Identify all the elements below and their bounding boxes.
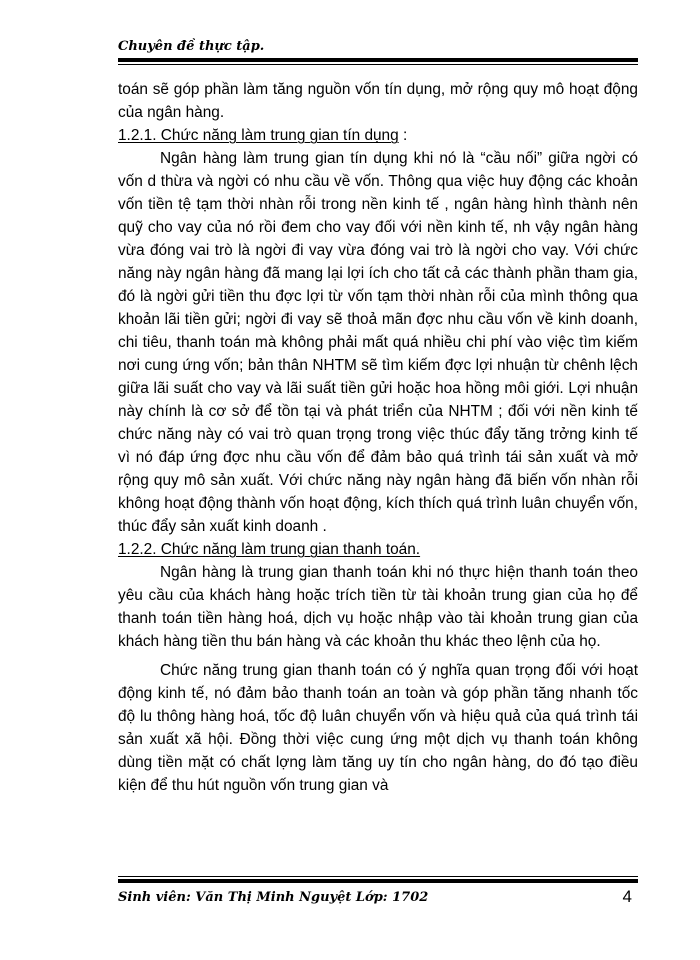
header-title: Chuyên đề thực tập. — [118, 39, 265, 54]
paragraph-intro: toán sẽ góp phần làm tăng nguồn vốn tín dụng, mở rộng quy mô hoạt động của ngân hàng. — [118, 81, 638, 121]
page-footer — [118, 876, 638, 916]
header-divider — [118, 58, 638, 62]
header-divider-thin — [118, 64, 638, 65]
footer-divider-thin — [118, 876, 638, 877]
footer-divider — [118, 879, 638, 883]
page-number: 4 — [622, 887, 632, 906]
paragraph-payment-intermediary-2: Chức năng trung gian thanh toán có ý nghĩa quan trọng đối với hoạt động kinh tế, nó đảm bảo thanh toán an toàn và góp phần tăng nhanh tốc độ lu thông hàng hoá, tốc độ luân chuyển vốn và hiệu quả của quá trình tái sản xuất xã hội. Đồng thời việc cung ứng một dịch vụ thanh toán không dùng tiền mặt có chất lợng làm tăng uy tín cho ngân hàng, do đó tạo điều kiện để thu hút nguồn vốn trung gian và — [118, 662, 638, 794]
footer-author: Sinh viên: Văn Thị Minh Nguyệt Lớp: 1702 — [118, 890, 429, 905]
section-heading-1-suffix: : — [398, 127, 408, 144]
document-body — [118, 78, 638, 797]
section-heading-1-line — [118, 124, 638, 147]
section-heading-2: 1.2.2. Chức năng làm trung gian thanh toán. — [118, 541, 421, 558]
paragraph-payment-intermediary-1: Ngân hàng là trung gian thanh toán khi nó thực hiện thanh toán theo yêu cầu của khách hàng hoặc trích tiền từ tài khoản trung gian của họ để thanh toán tiền hàng hoá, dịch vụ hoặc nhập vào tài khoản trung gian của khách hàng tiền thu bán hàng và các khoản thu khác theo lệnh của họ. — [118, 564, 638, 650]
section-heading-1: 1.2.1. Chức năng làm trung gian tín dụng — [118, 127, 399, 144]
page-header — [118, 36, 638, 64]
paragraph-credit-intermediary: Ngân hàng làm trung gian tín dụng khi nó là “cầu nối” giữa ngời có vốn d thừa và ngời có nhu cầu về vốn. Thông qua việc huy động các khoản vốn tiền tệ tạm thời nhàn rỗi trong nền kinh tế , ngân hàng hình thành nên quỹ cho vay của nó rồi đem cho vay đối với nền kinh tế, nh vậy ngân hàng vừa đóng vai trò là ngời đi vay vừa đóng vai trò là ngời cho vay. Với chức năng này ngân hàng đã mang lại lợi ích cho tất cả các thành phần tham gia, đó là ngời gửi tiền thu đợc lợi từ vốn tạm thời nhàn rỗi của mình thông qua khoản lãi tiền gửi; ngời đi vay sẽ thoả mãn đợc nhu cầu vốn về kinh doanh, chi tiêu, thanh toán mà không phải mất quá nhiều chi phí vào việc tìm kiếm nơi cung ứng vốn; bản thân NHTM sẽ tìm kiếm đợc lợi nhuận từ chênh lệch giữa lãi suất cho vay và lãi suất tiền gửi hoặc hoa hồng môi giới. Lợi nhuận này chính là cơ sở để tồn tại và phát triển của NHTM ; đối với nền kinh tế chức năng này có vai trò quan trọng trong việc thúc đẩy tăng trởng kinh tế vì nó đáp ứng đợc nhu cầu vốn để đảm bảo quá trình tái sản xuất và mở rộng quy mô sản xuất. Với chức năng này ngân hàng đã biến vốn nhàn rỗi không hoạt động thành vốn hoạt động, kích thích quá trình luân chuyển vốn, thúc đẩy sản xuất kinh doanh . — [118, 150, 638, 535]
